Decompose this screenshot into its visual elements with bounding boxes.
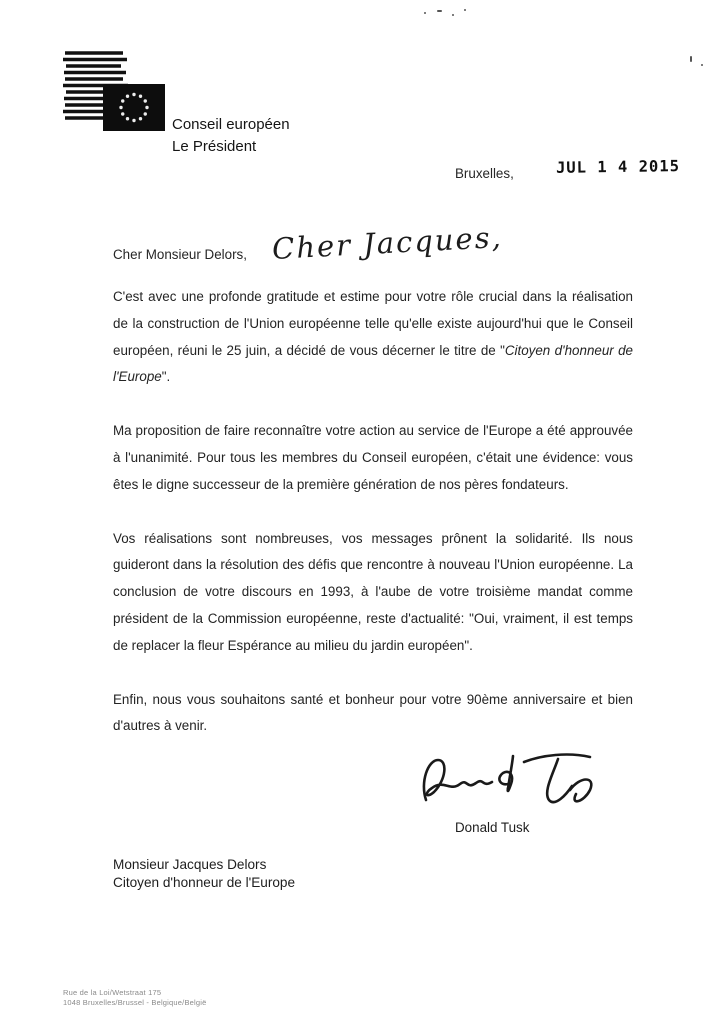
scan-speck [464, 9, 466, 11]
paragraph-4: Enfin, nous vous souhaitons santé et bonheur pour votre 90ème anniversaire et bien d'autres à venir. [113, 691, 633, 734]
scan-speck [424, 12, 426, 14]
salutation-handwritten: Cher Jacques, [271, 219, 504, 267]
letterhead [63, 46, 483, 155]
footer-address-line2: 1048 Bruxelles/Brussel - Belgique/België [63, 998, 207, 1007]
scan-speck [437, 10, 442, 12]
recipient-block [113, 856, 295, 892]
salutation-typed: Cher Monsieur Delors, [113, 247, 247, 262]
recipient-title: Citoyen d'honneur de l'Europe [113, 875, 296, 890]
paragraph-3: Vos réalisations sont nombreuses, vos messages prônent la solidarité. Ils nous guideront dans la résolution des défis que rencontre à nouveau l'Union européenne. La conclusion de votre discours en 1993, à l'aube de votre troisième mandat comme président de la Commission européenne, reste d'actualité: "Oui, vraiment, il est temps de replacer la fleur Espérance au milieu du jardin européen". [113, 530, 633, 653]
scan-speck [701, 64, 703, 66]
footer-address-line1: Rue de la Loi/Wetstraat 175 [63, 988, 162, 997]
signatory-name: Donald Tusk [455, 820, 530, 835]
recipient-name: Monsieur Jacques Delors [113, 857, 267, 872]
scan-speck [452, 14, 454, 16]
eu-flag-icon [103, 84, 165, 131]
paragraph-1 [113, 284, 633, 391]
footer-address [63, 988, 207, 1008]
paragraph-1-italic: Citoyen d'honneur de l'Europe [113, 342, 633, 385]
date-stamp: JUL 1 4 2015 [555, 157, 681, 177]
dateline-city: Bruxelles, [455, 166, 514, 181]
paragraph-1-end: ". [161, 369, 171, 385]
scan-speck [690, 56, 692, 62]
paragraph-2: Ma proposition de faire reconnaître votre action au service de l'Europe a été approuvée à l'unanimité. Pour tous les membres du Conseil européen, c'était une évidence: vous êtes le digne successeur de la première génération de nos pères fondateurs. [113, 423, 633, 492]
org-name: Conseil européen [172, 116, 290, 133]
paragraph-1-text: C'est avec une profonde gratitude et estime pour votre rôle crucial dans la réalisation de la construction de l'Union européenne telle qu'elle existe aujourd'hui que le Conseil européen, réuni le 25 juin, a décidé de vous décerner le titre de " [113, 289, 633, 358]
letter-body [113, 284, 633, 767]
org-role: Le Président [172, 138, 257, 155]
signature-scrawl-icon [412, 748, 604, 816]
